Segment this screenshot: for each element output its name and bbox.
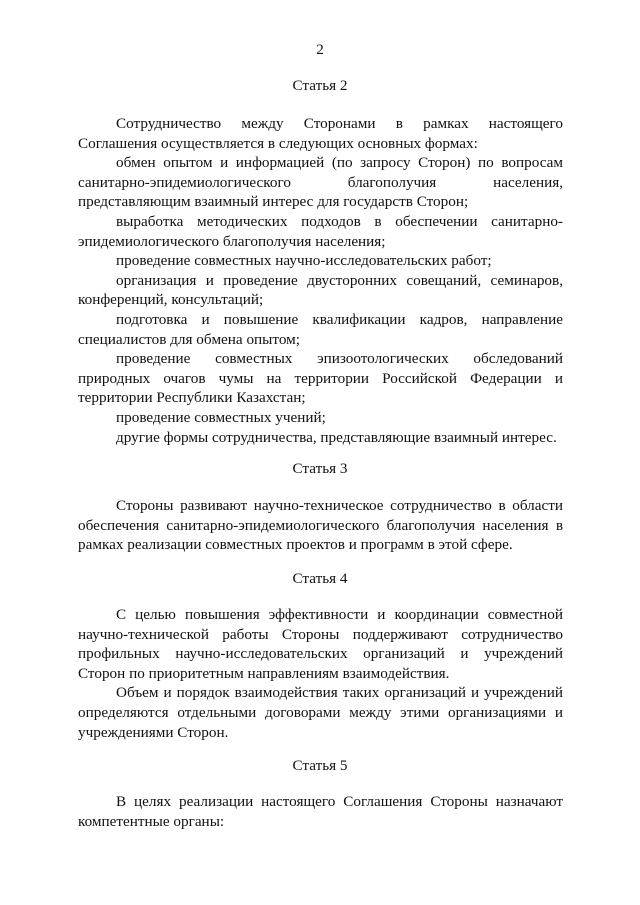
paragraph: другие формы сотрудничества, представляющие взаимный интерес. [116, 428, 557, 446]
article-3-body [78, 496, 563, 555]
article-3-heading: Статья 3 [292, 460, 348, 477]
article-2-heading: Статья 2 [292, 77, 348, 94]
article-5-body [78, 792, 563, 831]
paragraph: С целью повышения эффективности и координации совместной научно-технической работы Стороны поддерживают сотрудничество профильных научно-исследовательских организаций и учреждений Сторон по приоритетным направлениям взаимодействия. [78, 606, 563, 682]
article-4-body [78, 605, 563, 742]
paragraph: обмен опытом и информацией (по запросу Сторон) по вопросам санитарно-эпидемиологического благополучия населения, представляющим взаимный интерес для государств Сторон; [78, 154, 563, 211]
paragraph: выработка методических подходов в обеспечении санитарно-эпидемиологического благополучия населения; [78, 212, 563, 250]
paragraph: проведение совместных эпизоотологических обследований природных очагов чумы на территории Российской Федерации и территории Республики Казахстан; [78, 350, 563, 407]
paragraph: В целях реализации настоящего Соглашения Стороны назначают компетентные органы: [78, 793, 563, 830]
paragraph: проведение совместных учений; [116, 408, 326, 426]
paragraph: Сотрудничество между Сторонами в рамках настоящего Соглашения осуществляется в следующих основных формах: [78, 115, 563, 152]
page-number: 2 [316, 41, 324, 58]
paragraph: Объем и порядок взаимодействия таких организаций и учреждений определяются отдельными договорами между этими организациями и учреждениями Сторон. [78, 684, 563, 741]
paragraph: организация и проведение двусторонних совещаний, семинаров, конференций, консультаций; [78, 271, 563, 309]
article-4-heading: Статья 4 [292, 570, 348, 587]
paragraph: проведение совместных научно-исследовательских работ; [116, 252, 492, 270]
paragraph: Стороны развивают научно-техническое сотрудничество в области обеспечения санитарно-эпидемиологического благополучия населения в рамках реализации совместных проектов и программ в этой сфере. [78, 497, 563, 554]
article-2-body [78, 114, 563, 447]
article-5-heading: Статья 5 [292, 757, 348, 774]
paragraph: подготовка и повышение квалификации кадров, направление специалистов для обмена опытом; [78, 310, 563, 348]
